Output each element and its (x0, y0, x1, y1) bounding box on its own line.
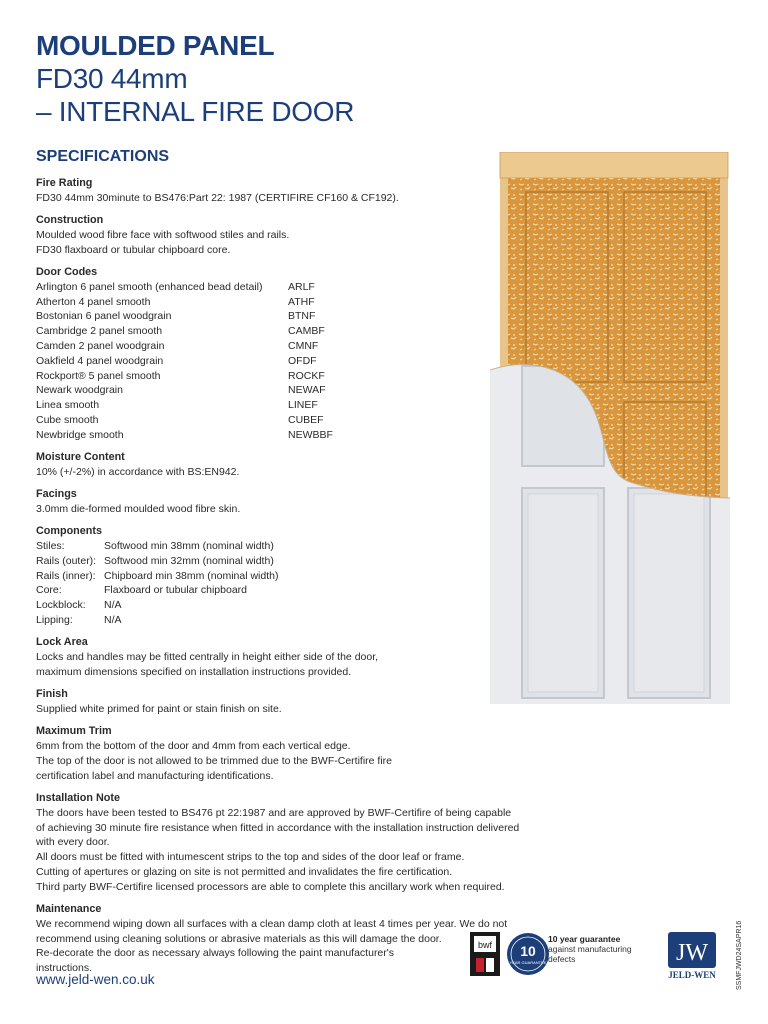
guarantee-line: defects (548, 954, 576, 964)
door-name: Arlington 6 panel smooth (enhanced bead detail) (36, 280, 263, 293)
component-value: N/A (104, 614, 122, 627)
bwf-certifire-logo (470, 932, 500, 976)
component-value: Softwood min 38mm (nominal width) (104, 540, 274, 553)
ten-year-guarantee-badge (506, 932, 550, 976)
component-row (36, 613, 566, 628)
section-title: Components (36, 525, 102, 538)
section-line: of achieving 30 minute fire resistance when fitted in accordance with the installation instruction delivered (36, 821, 520, 834)
svg-text:bwf: bwf (477, 940, 493, 950)
section-line: Locks and handles may be fitted centrally in height either side of the door, (36, 651, 379, 664)
specifications-heading: SPECIFICATIONS (36, 148, 170, 165)
section-line: with every door. (36, 836, 110, 849)
section-title: Lock Area (36, 636, 88, 649)
section-text: 10% (+/-2%) in accordance with BS:EN942. (36, 465, 240, 478)
section-text: Supplied white primed for paint or stain finish on site. (36, 703, 282, 715)
finish-section (36, 687, 566, 717)
section-title: Installation Note (36, 791, 120, 804)
section-line: Cutting of apertures or glazing on site is not permitted and invalidates the fire certification. (36, 865, 453, 878)
svg-text:JW: JW (676, 940, 708, 966)
section-line: We recommend wiping down all surfaces with a clean damp cloth at least 4 times per year. We do not (36, 917, 508, 930)
section-line: The doors have been tested to BS476 pt 22:1987 and are approved by BWF-Certifire of being capable (36, 806, 512, 819)
door-code-row (36, 354, 566, 369)
door-name: Newark woodgrain (36, 384, 123, 397)
component-row (36, 583, 566, 598)
document-code: SSMFJWD24SAPR16 (736, 920, 743, 990)
moisture-section (36, 450, 566, 480)
section-line: Moulded wood fibre face with softwood stiles and rails. (36, 228, 290, 241)
door-code: ATHF (288, 295, 315, 308)
section-line: Re-decorate the door as necessary always following the paint manufacturer's (36, 947, 395, 960)
door-code-row (36, 369, 566, 384)
section-title: Facings (36, 488, 77, 501)
section-title: Door Codes (36, 265, 98, 278)
door-illustration (490, 152, 730, 704)
component-label: Lipping: (36, 614, 73, 627)
section-title: Maintenance (36, 903, 102, 916)
section-title: Construction (36, 214, 104, 227)
door-name: Cube smooth (36, 413, 99, 426)
door-code: BTNF (288, 310, 316, 323)
section-line: recommend using cleaning solutions or abrasive materials as this will damage the door. (36, 932, 442, 945)
component-row (36, 554, 566, 569)
door-code: NEWAF (288, 384, 326, 397)
specifications-content (36, 176, 566, 984)
component-label: Lockblock: (36, 599, 86, 612)
section-line: certification label and manufacturing identifications. (36, 769, 274, 782)
website-link[interactable]: www.jeld-wen.co.uk (36, 972, 155, 987)
door-code-row (36, 398, 566, 413)
fire-rating-section (36, 176, 566, 206)
components-section (36, 524, 566, 628)
component-value: Flaxboard or tubular chipboard (104, 584, 248, 597)
component-label: Rails (inner): (36, 569, 96, 582)
door-name: Oakfield 4 panel woodgrain (36, 354, 164, 367)
door-name: Camden 2 panel woodgrain (36, 339, 165, 352)
component-label: Stiles: (36, 540, 65, 553)
section-title: Finish (36, 688, 68, 701)
component-row (36, 569, 566, 584)
section-title: Moisture Content (36, 451, 125, 464)
section-line: The top of the door is not allowed to be trimmed due to the BWF-Certifire fire (36, 754, 392, 767)
door-name: Newbridge smooth (36, 428, 124, 441)
door-codes-section (36, 265, 566, 443)
page-subtitle-line1: FD30 44mm (36, 63, 188, 94)
door-name: Rockport® 5 panel smooth (36, 369, 161, 382)
door-code: CAMBF (288, 325, 325, 338)
section-title: Maximum Trim (36, 725, 112, 738)
door-code-row (36, 383, 566, 398)
door-code: ARLF (288, 280, 315, 293)
door-code: OFDF (288, 354, 317, 367)
guarantee-title: 10 year guarantee (548, 934, 621, 944)
guarantee-text (548, 934, 632, 964)
door-code-row (36, 413, 566, 428)
jeld-wen-logo (660, 932, 724, 980)
door-code-row (36, 295, 566, 310)
page-subtitle-line2: – INTERNAL FIRE DOOR (36, 96, 355, 127)
door-code: CUBEF (288, 413, 324, 426)
door-code: LINEF (288, 399, 318, 412)
component-row (36, 539, 566, 554)
section-line: All doors must be fitted with intumescent strips to the top and sides of the door leaf or frame. (36, 851, 465, 864)
section-text: FD30 44mm 30minute to BS476:Part 22: 1987 (CERTIFIRE CF160 & CF192). (36, 191, 399, 204)
door-code-row (36, 324, 566, 339)
component-label: Core: (36, 584, 62, 597)
section-line: Third party BWF-Certifire licensed processors are able to complete this ancillary work when required. (36, 880, 505, 893)
facings-section (36, 487, 566, 517)
door-name: Atherton 4 panel smooth (36, 295, 151, 308)
component-label: Rails (outer): (36, 554, 97, 567)
section-text: 3.0mm die-formed moulded wood fibre skin. (36, 502, 241, 515)
section-line: maximum dimensions specified on installation instructions provided. (36, 665, 352, 678)
section-line: FD30 flaxboard or tubular chipboard core. (36, 243, 231, 256)
installation-note-section (36, 791, 566, 895)
component-value: Chipboard min 38mm (nominal width) (104, 569, 279, 582)
component-value: Softwood min 32mm (nominal width) (104, 554, 274, 567)
maximum-trim-section (36, 724, 566, 783)
door-code-row (36, 280, 566, 295)
component-row (36, 598, 566, 613)
door-code-row (36, 428, 566, 443)
door-name: Linea smooth (36, 399, 100, 412)
component-value: N/A (104, 599, 122, 612)
door-code-row (36, 339, 566, 354)
svg-text:10: 10 (520, 943, 536, 959)
page-title: MOULDED PANEL (36, 30, 275, 61)
section-line: 6mm from the bottom of the door and 4mm from each vertical edge. (36, 740, 351, 753)
footer-logos (470, 930, 760, 980)
lock-area-section (36, 635, 566, 679)
section-title: Fire Rating (36, 177, 93, 189)
door-code: CMNF (288, 339, 319, 352)
guarantee-line: against manufacturing (548, 944, 632, 954)
door-code-row (36, 309, 566, 324)
door-code: ROCKF (288, 369, 325, 382)
svg-text:JELD-WEN: JELD-WEN (668, 970, 716, 980)
door-name: Cambridge 2 panel smooth (36, 325, 163, 338)
svg-text:YEAR GUARANTEE: YEAR GUARANTEE (509, 960, 547, 965)
door-code: NEWBBF (288, 428, 333, 441)
door-name: Bostonian 6 panel woodgrain (36, 310, 172, 323)
construction-section (36, 213, 566, 257)
section-line: instructions. (36, 962, 93, 975)
